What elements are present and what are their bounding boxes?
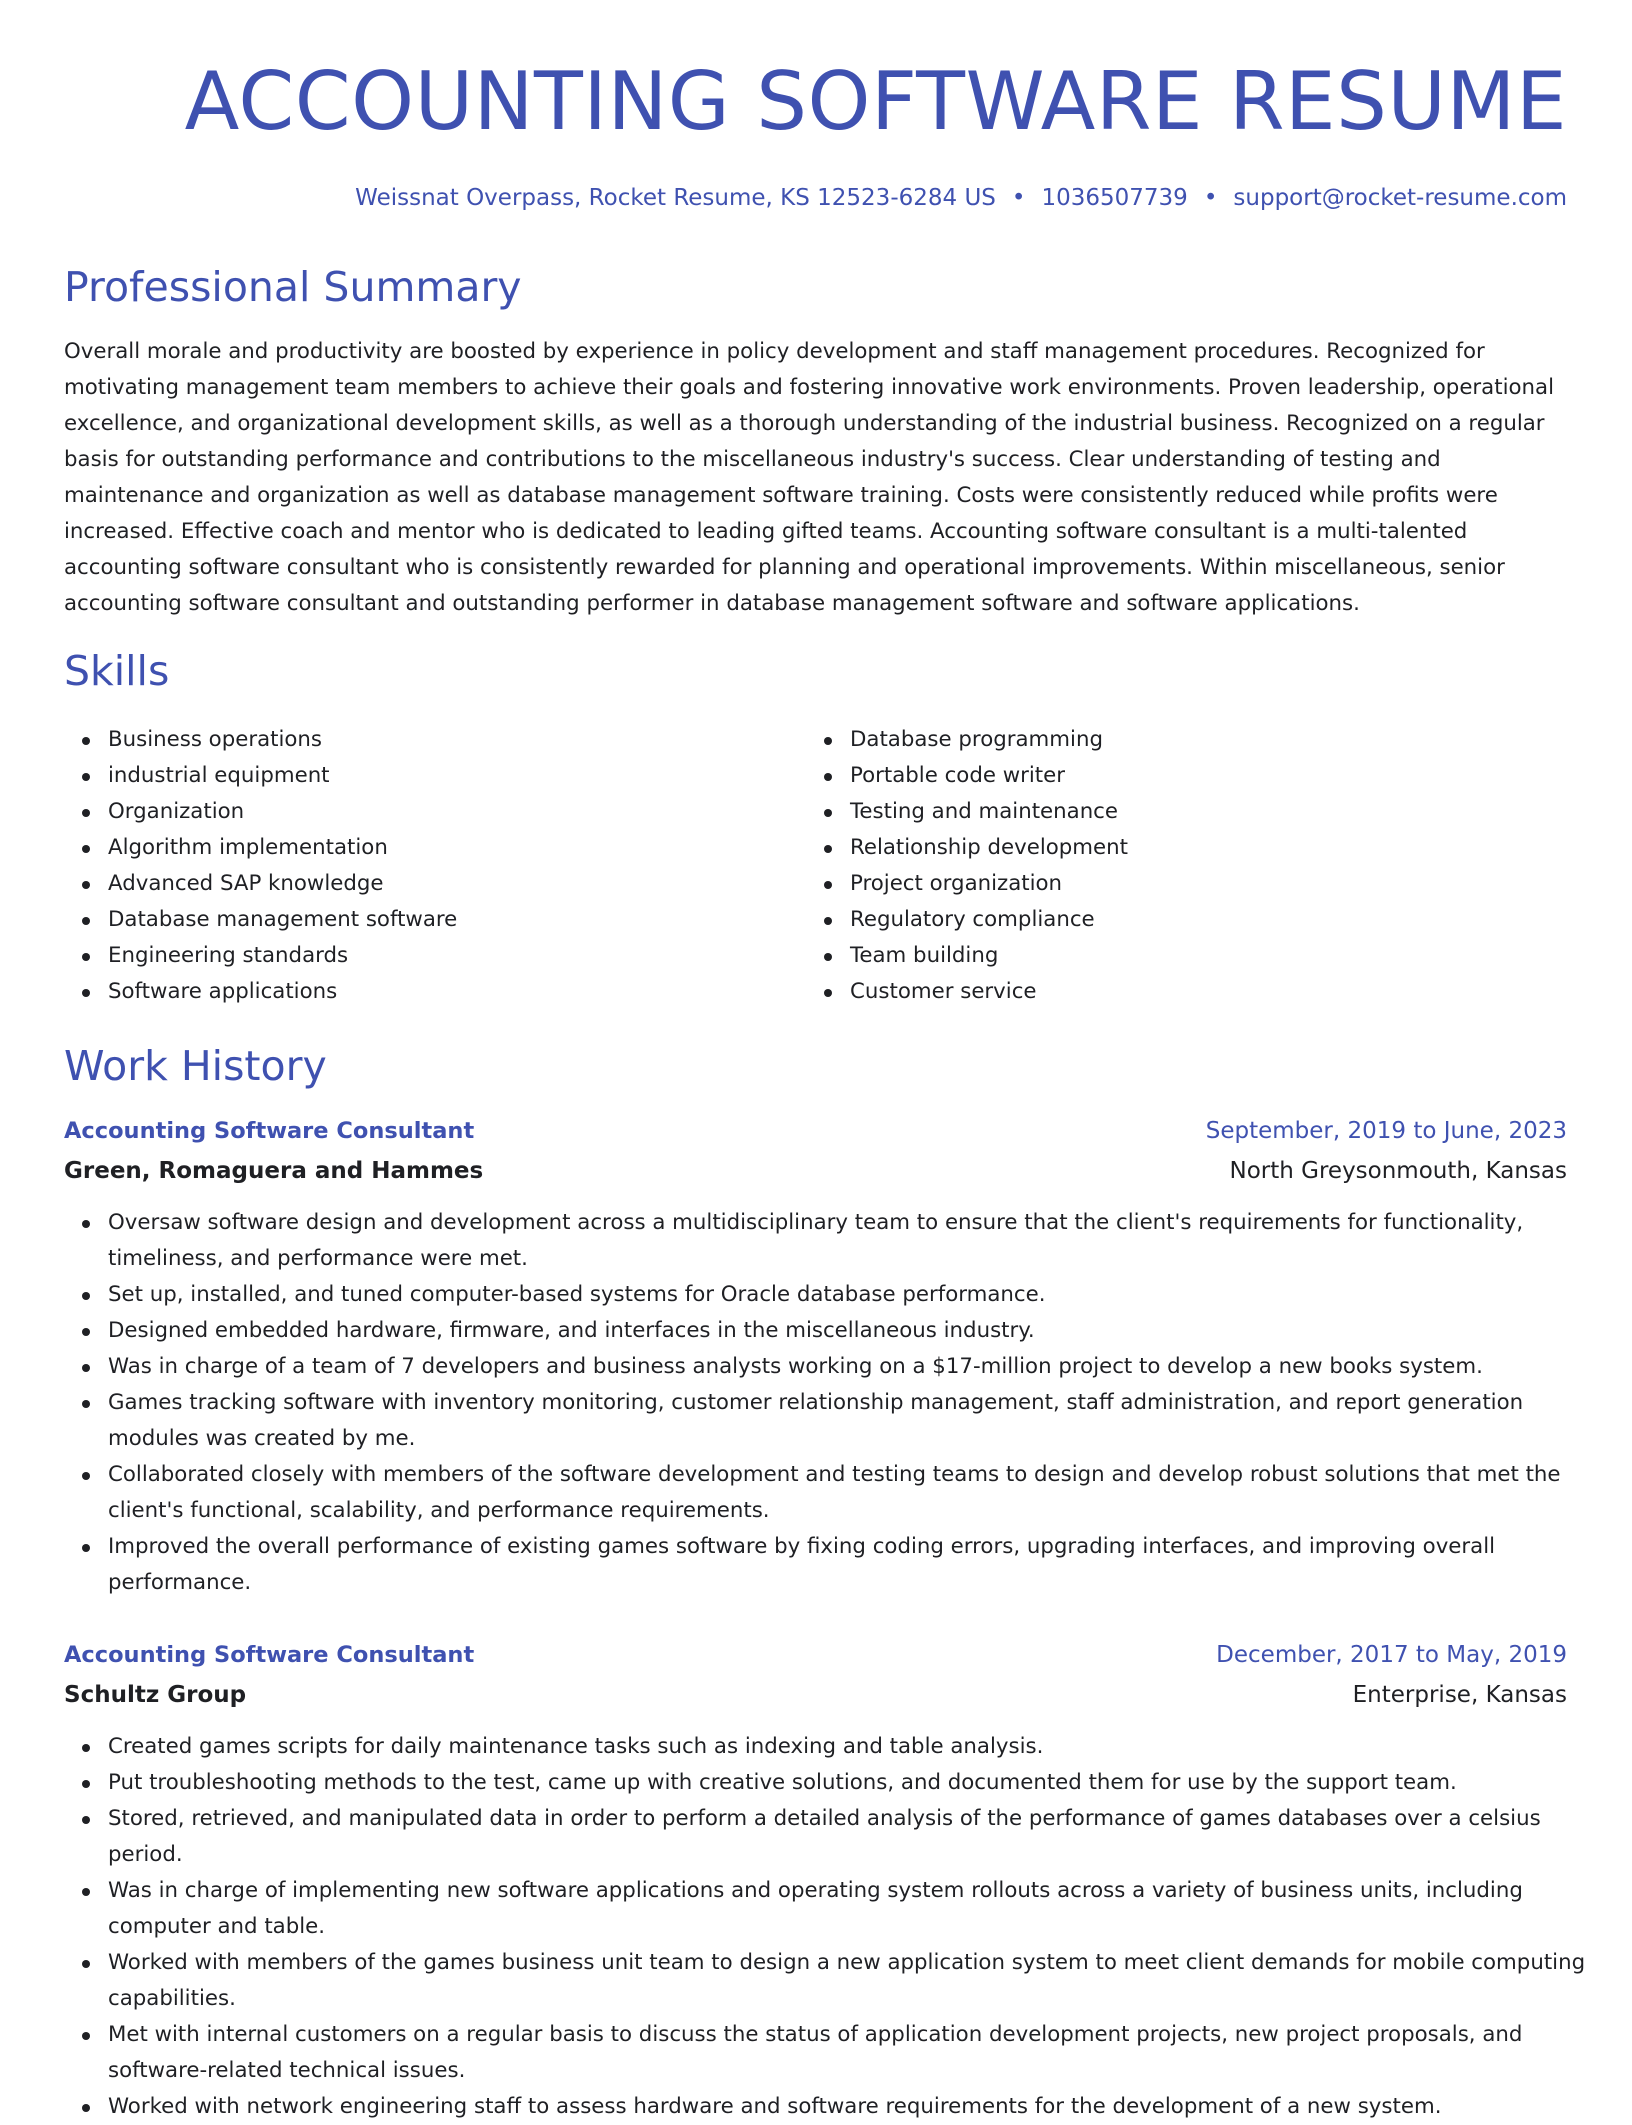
job-bullets (64, 1729, 1611, 2125)
skill-item: Engineering standards (108, 938, 457, 974)
contact-separator: • (1011, 185, 1026, 211)
job-bullet: Stored, retrieved, and manipulated data in order to perform a detailed analysis of the performance of games databases over a celsius period. (108, 1801, 1611, 1873)
skill-item: Customer service (850, 974, 1128, 1010)
skill-item: Database programming (850, 722, 1128, 758)
job-bullet: Set up, installed, and tuned computer-based systems for Oracle database performance. (108, 1277, 1611, 1313)
job-title: Accounting Software Consultant (64, 1118, 475, 1144)
skills-heading: Skills (64, 647, 170, 695)
job-bullet: Put troubleshooting methods to the test, came up with creative solutions, and documented them for use by the support team. (108, 1765, 1611, 1801)
job-header (64, 1113, 1567, 1149)
job-dates: December, 2017 to May, 2019 (1216, 1642, 1567, 1668)
job-bullet: Collaborated closely with members of the software development and testing teams to design and develop robust solutions that met the client's functional, scalability, and performance requirements. (108, 1457, 1611, 1529)
skill-item: Project organization (850, 866, 1128, 902)
job-subheader (64, 1677, 1567, 1713)
job-bullets (64, 1205, 1611, 1601)
skill-item: Database management software (108, 902, 457, 938)
job-bullet: Improved the overall performance of existing games software by fixing coding errors, upgrading interfaces, and improving overall performance. (108, 1529, 1611, 1601)
job-bullet: Was in charge of a team of 7 developers and business analysts working on a $17-million project to develop a new books system. (108, 1349, 1611, 1385)
job-dates: September, 2019 to June, 2023 (1205, 1118, 1567, 1144)
job-bullet: Oversaw software design and development across a multidisciplinary team to ensure that the client's requirements for functionality, timeliness, and performance were met. (108, 1205, 1611, 1277)
summary-text: Overall morale and productivity are boosted by experience in policy development and staff management procedures. Recognized for motivating management team members to achieve their goals and fostering innovative work environments. Proven leadership, operational excellence, and organizational development skills, as well as a thorough understanding of the industrial business. Recognized on a regular basis for outstanding performance and contributions to the miscellaneous industry's success. Clear understanding of testing and maintenance and organization as well as database management software training. Costs were consistently reduced while profits were increased. Effective coach and mentor who is dedicated to leading gifted teams. Accounting software consultant is a multi-talented accounting software consultant who is consistently rewarded for planning and operational improvements. Within miscellaneous, senior accounting software consultant and outstanding performer in database management software and software applications. (64, 339, 1554, 616)
contact-address: Weissnat Overpass, Rocket Resume, KS 12523-6284 US (355, 185, 996, 211)
job-bullet: Designed embedded hardware, firmware, and interfaces in the miscellaneous industry. (108, 1313, 1611, 1349)
job-location: Enterprise, Kansas (1352, 1682, 1567, 1708)
contact-phone[interactable]: 1036507739 (1041, 185, 1188, 211)
skill-item: Portable code writer (850, 758, 1128, 794)
contact-line (355, 181, 1567, 215)
job-bullet: Was in charge of implementing new software applications and operating system rollouts across a variety of business units, including computer and table. (108, 1873, 1611, 1945)
job-company: Green, Romaguera and Hammes (64, 1158, 484, 1184)
skills-list-left (64, 722, 457, 1010)
skill-item: Team building (850, 938, 1128, 974)
job-bullet: Games tracking software with inventory monitoring, customer relationship management, staff administration, and report generation modules was created by me. (108, 1385, 1611, 1457)
resume-title: ACCOUNTING SOFTWARE RESUME (184, 55, 1567, 148)
job-bullet: Worked with network engineering staff to assess hardware and software requirements for the development of a new system. (108, 2089, 1611, 2125)
skill-item: Organization (108, 794, 457, 830)
job-header (64, 1637, 1567, 1673)
skill-item: Advanced SAP knowledge (108, 866, 457, 902)
job-bullet: Created games scripts for daily maintenance tasks such as indexing and table analysis. (108, 1729, 1611, 1765)
job-bullet: Worked with members of the games business unit team to design a new application system to meet client demands for mobile computing capabilities. (108, 1945, 1611, 2017)
skill-item: industrial equipment (108, 758, 457, 794)
skills-list-right (806, 722, 1128, 1010)
job-subheader (64, 1153, 1567, 1189)
skill-item: Relationship development (850, 830, 1128, 866)
work-history-heading: Work History (64, 1042, 327, 1090)
skill-item: Algorithm implementation (108, 830, 457, 866)
skill-item: Regulatory compliance (850, 902, 1128, 938)
job-bullet: Met with internal customers on a regular basis to discuss the status of application development projects, new project proposals, and software-related technical issues. (108, 2017, 1611, 2089)
skill-item: Software applications (108, 974, 457, 1010)
job-title: Accounting Software Consultant (64, 1642, 475, 1668)
contact-email[interactable]: support@rocket-resume.com (1233, 185, 1567, 211)
skill-item: Testing and maintenance (850, 794, 1128, 830)
job-location: North Greysonmouth, Kansas (1229, 1158, 1567, 1184)
contact-separator: • (1203, 185, 1218, 211)
skill-item: Business operations (108, 722, 457, 758)
job-company: Schultz Group (64, 1682, 247, 1708)
summary-heading: Professional Summary (64, 263, 522, 311)
